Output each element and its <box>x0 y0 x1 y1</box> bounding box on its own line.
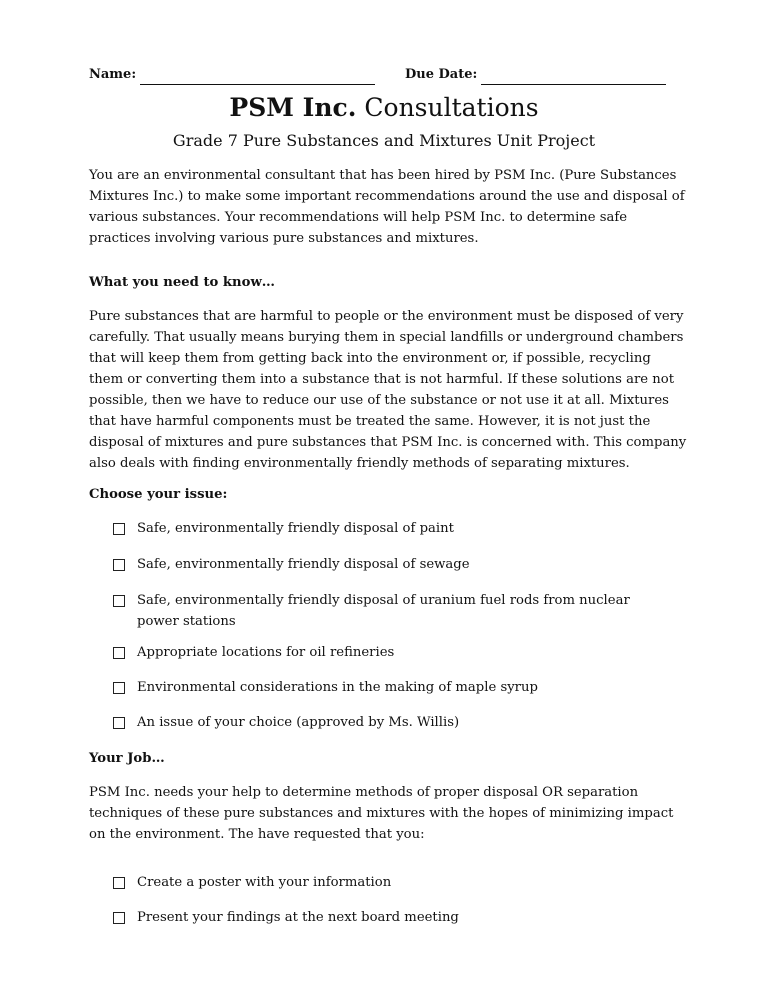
job-task-poster[interactable] <box>113 872 673 893</box>
checkbox-icon[interactable] <box>113 682 125 694</box>
issue-option-label: Safe, environmentally friendly disposal of uranium fuel rods from nuclear power stations <box>137 593 630 629</box>
name-field <box>89 64 375 85</box>
checkbox-icon[interactable] <box>113 877 125 889</box>
know-heading: What you need to know… <box>89 275 275 290</box>
title-bold: PSM Inc. <box>229 93 357 122</box>
checkbox-icon[interactable] <box>113 559 125 571</box>
issue-option-label: Appropriate locations for oil refineries <box>137 645 395 660</box>
job-paragraph: PSM Inc. needs your help to determine methods of proper disposal OR separation techniques of these pure substances and mixtures with the hopes of minimizing impact on the environment. The have requested that you: <box>89 785 674 842</box>
checkbox-icon[interactable] <box>113 912 125 924</box>
checkbox-icon[interactable] <box>113 523 125 535</box>
page-title <box>0 92 768 124</box>
title-rest: Consultations <box>356 93 539 122</box>
due-date-field <box>405 64 666 85</box>
issue-option-own-choice[interactable] <box>113 712 673 733</box>
due-date-label: Due Date: <box>405 67 478 82</box>
issue-option-label: Safe, environmentally friendly disposal of sewage <box>137 557 470 572</box>
checkbox-icon[interactable] <box>113 647 125 659</box>
job-heading: Your Job… <box>89 751 165 766</box>
intro-paragraph: You are an environmental consultant that has been hired by PSM Inc. (Pure Substances Mixtures Inc.) to make some important recommendations around the use and disposal of various substances. Your recommendations will help PSM Inc. to determine safe practices involving various pure substances and mixtures. <box>89 168 685 246</box>
page-subtitle: Grade 7 Pure Substances and Mixtures Unit Project <box>172 131 596 150</box>
issue-option-sewage[interactable] <box>113 554 673 575</box>
issue-heading: Choose your issue: <box>89 487 228 502</box>
name-line[interactable] <box>140 70 375 85</box>
issue-option-maple-syrup[interactable] <box>113 677 673 698</box>
job-task-label: Present your findings at the next board meeting <box>137 910 459 925</box>
job-task-presentation[interactable] <box>113 907 673 928</box>
issue-option-label: Safe, environmentally friendly disposal of paint <box>137 521 454 536</box>
know-paragraph: Pure substances that are harmful to people or the environment must be disposed of very carefully. That usually means burying them in special landfills or underground chambers that will keep them from getting back into the environment or, if possible, recycling them or converting them into a substance that is not harmful. If these solutions are not possible, then we have to reduce our use of the substance or not use it at all. Mixtures that have harmful components must be treated the same. However, it is not just the disposal of mixtures and pure substances that PSM Inc. is concerned with. This company also deals with finding environmentally friendly methods of separating mixtures. <box>89 309 687 471</box>
issue-option-label: Environmental considerations in the making of maple syrup <box>137 680 538 695</box>
issue-option-uranium[interactable] <box>113 590 673 632</box>
checkbox-icon[interactable] <box>113 717 125 729</box>
due-date-line[interactable] <box>481 70 666 85</box>
issue-option-label: An issue of your choice (approved by Ms. Willis) <box>137 715 460 730</box>
checkbox-icon[interactable] <box>113 595 125 607</box>
job-task-label: Create a poster with your information <box>137 875 392 890</box>
issue-option-oil-refineries[interactable] <box>113 642 673 663</box>
header-row <box>89 64 672 84</box>
issue-option-paint[interactable] <box>113 518 673 539</box>
name-label: Name: <box>89 67 137 82</box>
